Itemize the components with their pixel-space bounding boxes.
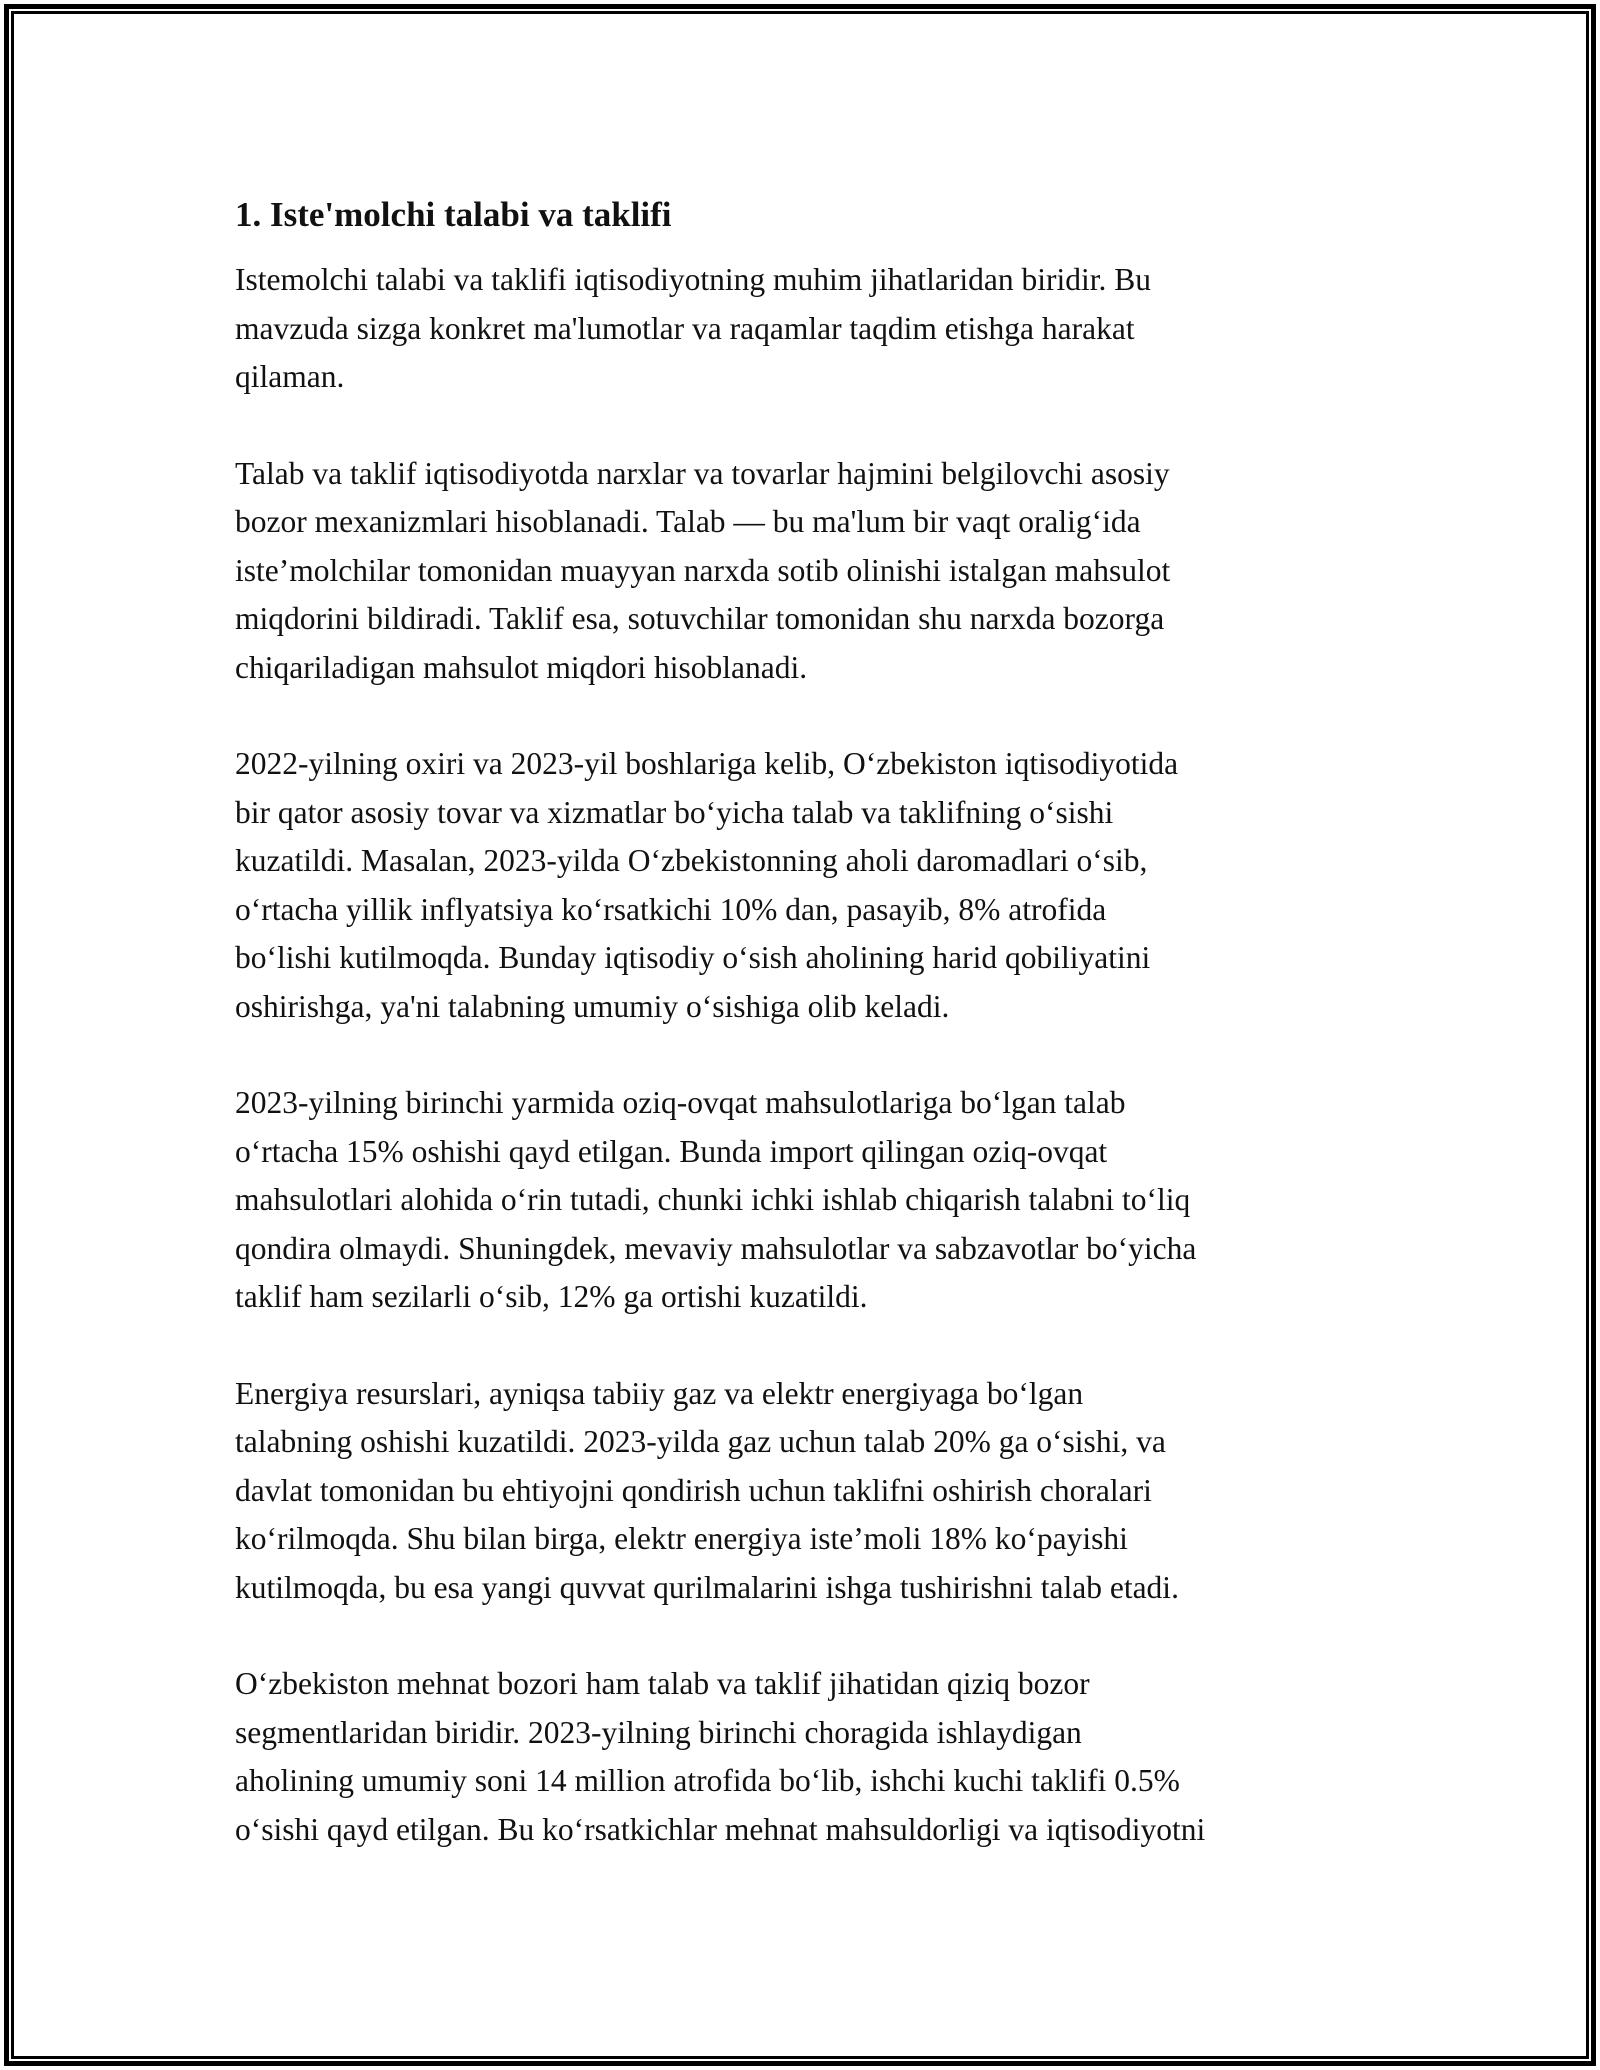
paragraph-line: bozor mexanizmlari hisoblanadi. Talab — bu ma'lum bir vaqt oralig‘ida [235,504,1141,539]
paragraph-line: chiqariladigan mahsulot miqdori hisoblanadi. [235,649,808,685]
paragraph-line: talabning oshishi kuzatildi. 2023-yilda gaz uchun talab 20% ga o‘sishi, va [235,1424,1166,1459]
paragraph-line: mahsulotlari alohida o‘rin tutadi, chunki ichki ishlab chiqarish talabni to‘liq [235,1182,1191,1217]
paragraph-line: oshirishga, ya'ni talabning umumiy o‘sishiga olib keladi. [235,988,950,1024]
section-title: 1. Iste'molchi talabi va taklifi [235,195,672,234]
paragraph-line: kutilmoqda, bu esa yangi quvvat qurilmalarini ishga tushirishni talab etadi. [235,1569,1179,1605]
paragraph [235,256,1375,402]
paragraph-line: segmentlaridan biridir. 2023-yilning birinchi choragida ishlaydigan [235,1714,1082,1750]
paragraph-line: taklif ham sezilarli o‘sib, 12% ga ortishi kuzatildi. [235,1279,868,1314]
paragraph-line: o‘rtacha 15% oshishi qayd etilgan. Bunda import qilingan oziq-ovqat [235,1133,1108,1169]
paragraph-line: 2022-yilning oxiri va 2023-yil boshlariga kelib, O‘zbekiston iqtisodiyotida [235,746,1179,781]
document-page [235,188,1375,1902]
paragraph-line: ko‘rilmoqda. Shu bilan birga, elektr energiya iste’moli 18% ko‘payishi [235,1521,1128,1556]
paragraph-line: o‘sishi qayd etilgan. Bu ko‘rsatkichlar mehnat mahsuldorligi va iqtisodiyotni [235,1811,1206,1847]
paragraph-line: miqdorini bildiradi. Taklif esa, sotuvchilar tomonidan shu narxda bozorga [235,601,1165,636]
paragraph-line: bir qator asosiy tovar va xizmatlar bo‘yicha talab va taklifning o‘sishi [235,794,1114,830]
paragraph-line: o‘rtacha yillik inflyatsiya ko‘rsatkichi 10% dan, pasayib, 8% atrofida [235,891,1107,927]
paragraph-line: bo‘lishi kutilmoqda. Bunday iqtisodiy o‘sish aholining harid qobiliyatini [235,940,1151,975]
document-body [235,256,1375,1854]
paragraph [235,1079,1375,1322]
paragraph [235,740,1375,1031]
paragraph [235,1660,1375,1854]
paragraph-line: kuzatildi. Masalan, 2023-yilda O‘zbekistonning aholi daromadlari o‘sib, [235,843,1148,878]
paragraph-line: iste’molchilar tomonidan muayyan narxda sotib olinishi istalgan mahsulot [235,552,1171,588]
paragraph-line: Energiya resurslari, ayniqsa tabiiy gaz va elektr energiyaga bo‘lgan [235,1375,1084,1411]
paragraph-line: Talab va taklif iqtisodiyotda narxlar va tovarlar hajmini belgilovchi asosiy [235,455,1170,491]
paragraph-line: Istemolchi talabi va taklifi iqtisodiyotning muhim jihatlaridan biridir. Bu [235,262,1151,297]
paragraph-line: mavzuda sizga konkret ma'lumotlar va raqamlar taqdim etishga harakat [235,310,1135,346]
paragraph-line: O‘zbekiston mehnat bozori ham talab va taklif jihatidan qiziq bozor [235,1666,1090,1701]
paragraph [235,1370,1375,1613]
paragraph [235,450,1375,693]
paragraph-line: davlat tomonidan bu ehtiyojni qondirish uchun taklifni oshirish choralari [235,1472,1152,1508]
paragraph-line: qilaman. [235,359,345,394]
paragraph-line: qondira olmaydi. Shuningdek, mevaviy mahsulotlar va sabzavotlar bo‘yicha [235,1230,1197,1266]
paragraph-line: 2023-yilning birinchi yarmida oziq-ovqat mahsulotlariga bo‘lgan talab [235,1085,1126,1120]
paragraph-line: aholining umumiy soni 14 million atrofida bo‘lib, ishchi kuchi taklifi 0.5% [235,1763,1180,1798]
